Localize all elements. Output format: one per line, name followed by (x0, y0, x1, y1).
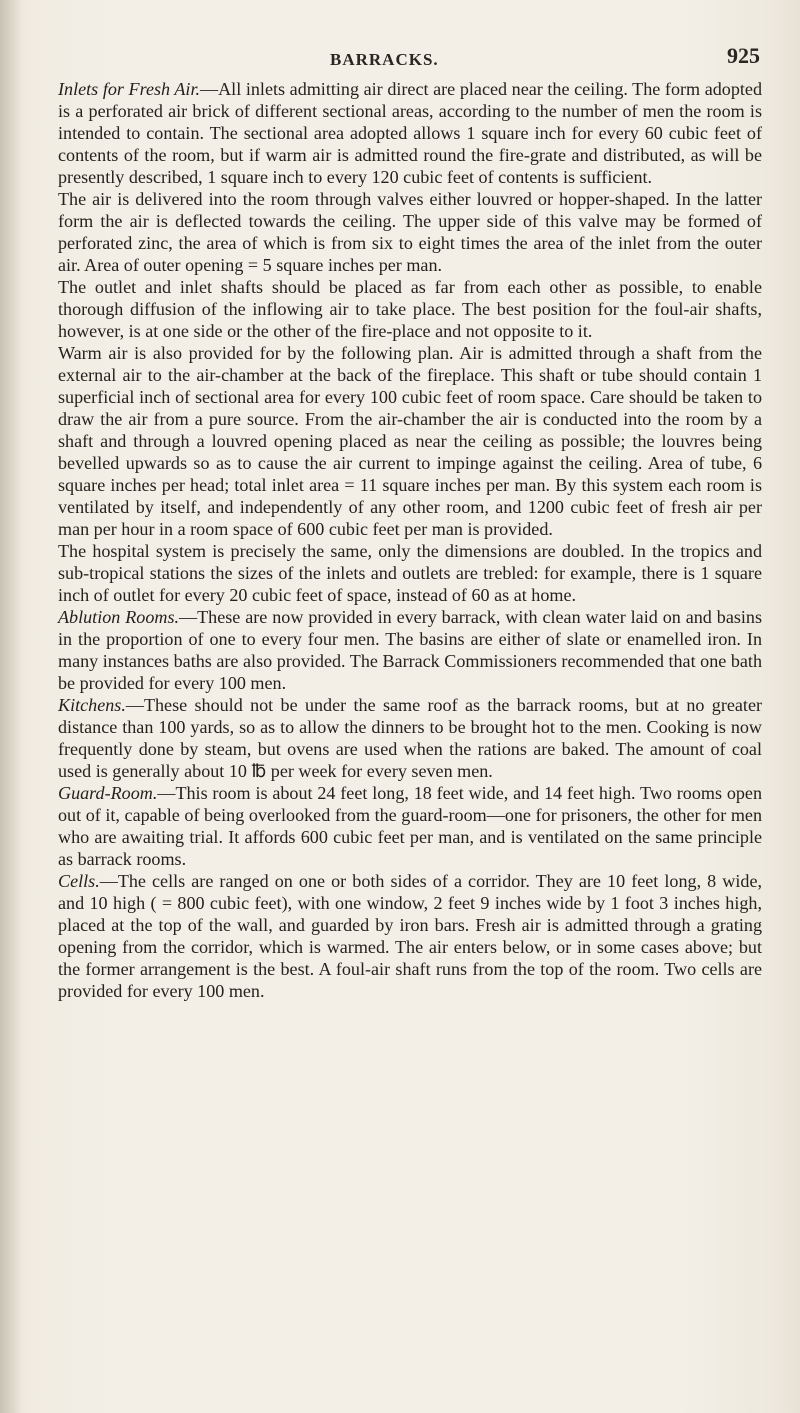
paragraph-valves (58, 188, 762, 276)
paragraph-hospital (58, 540, 762, 606)
paragraph-text: Warm air is also provided for by the following plan. Air is admitted through a shaft from the external air to the air-chamber at the back of the fireplace. This shaft or tube should contain 1 superficial inch of sectional area for every 100 cubic feet of room space. Care should be taken to draw the air from a pure source. From the air-chamber the air is conducted into the room by a shaft and through a louvred opening placed as near the ceiling as possible; the louvres being bevelled upwards so as to cause the air current to impinge against the ceiling. Area of tube, 6 square inches per head; total inlet area = 11 square inches per man. By this system each room is ventilated by itself, and independently of any other room, and 1200 cubic feet of fresh air per man per hour in a room space of 600 cubic feet per man is provided. (58, 343, 762, 539)
section-heading: Kitchens. (58, 695, 126, 715)
running-head-title: BARRACKS. (330, 50, 439, 69)
paragraph-warm-air (58, 342, 762, 540)
section-heading: Cells. (58, 871, 100, 891)
paragraph-ablution (58, 606, 762, 694)
body-text (58, 78, 762, 1002)
paragraph-kitchens (58, 694, 762, 782)
paragraph-cells (58, 870, 762, 1002)
section-heading: Ablution Rooms. (58, 607, 180, 627)
paragraph-text: —All inlets admitting air direct are placed near the ceiling. The form adopted is a perforated air brick of different sectional areas, according to the number of men the room is intended to contain. The sectional area adopted allows 1 square inch for every 60 cubic feet of contents of the room, but if warm air is admitted round the fire-grate and distributed, as will be presently described, 1 square inch to every 120 cubic feet of contents is sufficient. (58, 79, 762, 187)
paragraph-text: —This room is about 24 feet long, 18 feet wide, and 14 feet high. Two rooms open out of it, capable of being overlooked from the guard-room—one for prisoners, the other for men who are awaiting trial. It affords 600 cubic feet per man, and is ventilated on the same principle as barrack rooms. (58, 783, 762, 869)
page-number: 925 (727, 43, 760, 68)
paragraph-text: —These should not be under the same roof as the barrack rooms, but at no greater distance than 100 yards, so as to allow the dinners to be brought hot to the men. Cooking is now frequently done by steam, but ovens are used when the rations are baked. The amount of coal used is generally about 10 ℔ per week for every seven men. (58, 695, 762, 781)
running-head (0, 43, 800, 78)
paragraph-inlets (58, 78, 762, 188)
paragraph-text: —These are now provided in every barrack, with clean water laid on and basins in the proportion of one to every four men. The basins are either of slate or enamelled iron. In many instances baths are also provided. The Barrack Commissioners recommended that one bath be provided for every 100 men. (58, 607, 763, 693)
page-gutter-shadow (0, 0, 22, 1413)
paragraph-guard-room (58, 782, 762, 870)
paragraph-shafts (58, 276, 762, 342)
paragraph-text: The air is delivered into the room through valves either louvred or hopper-shaped. In the latter form the air is deflected towards the ceiling. The upper side of this valve may be formed of perforated zinc, the area of which is from six to eight times the area of the inlet from the outer air. Area of outer opening = 5 square inches per man. (58, 189, 762, 275)
paragraph-text: The outlet and inlet shafts should be placed as far from each other as possible, to enable thorough diffusion of the inflowing air to take place. The best position for the foul-air shafts, however, is at one side or the other of the fire-place and not opposite to it. (58, 277, 762, 341)
paragraph-text: The hospital system is precisely the same, only the dimensions are doubled. In the tropics and sub-tropical stations the sizes of the inlets and outlets are trebled: for example, there is 1 square inch of outlet for every 20 cubic feet of space, instead of 60 as at home. (58, 541, 762, 605)
section-heading: Guard-Room. (58, 783, 158, 803)
section-heading: Inlets for Fresh Air. (58, 79, 201, 99)
paragraph-text: —The cells are ranged on one or both sides of a corridor. They are 10 feet long, 8 wide, and 10 high ( = 800 cubic feet), with one window, 2 feet 9 inches wide by 1 foot 3 inches high, placed at the top of the wall, and guarded by iron bars. Fresh air is admitted through a grating opening from the corridor, which is warmed. The air enters below, or in some cases above; but the former arrangement is the best. A foul-air shaft runs from the top of the room. Two cells are provided for every 100 men. (58, 871, 762, 1001)
